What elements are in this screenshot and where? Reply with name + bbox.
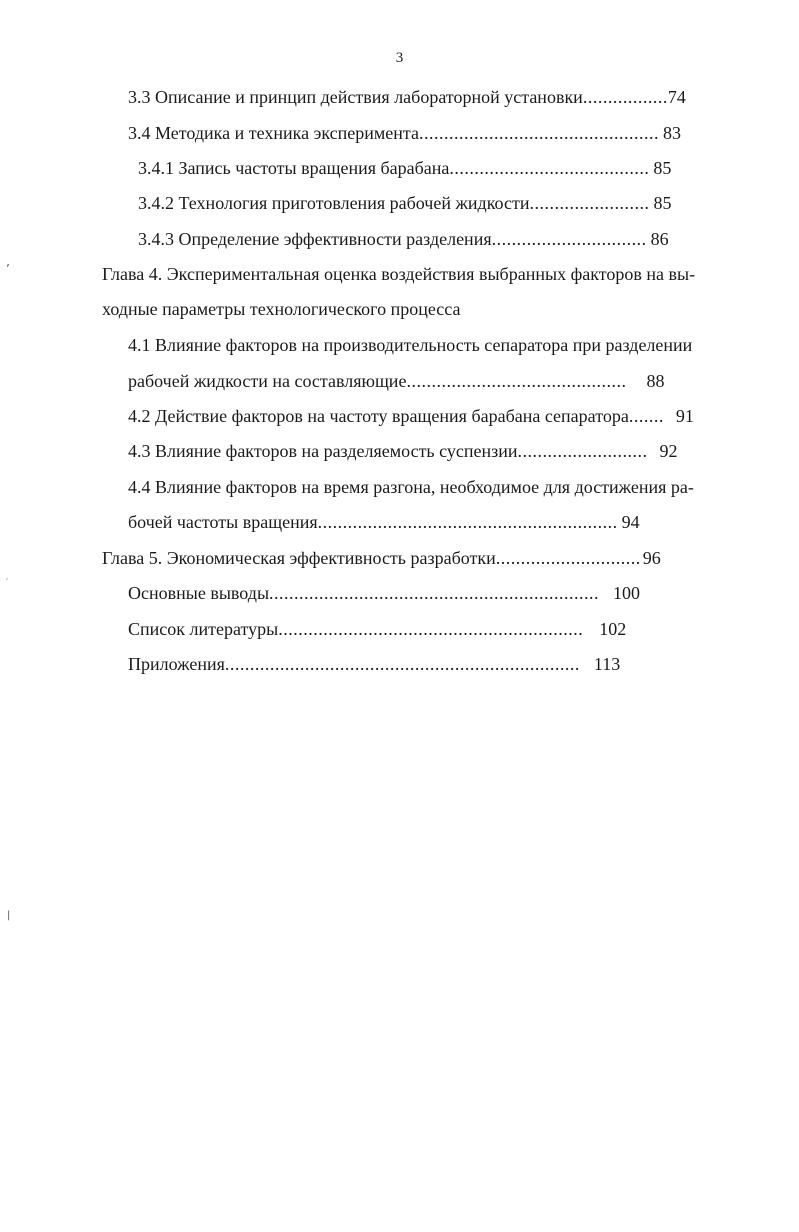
toc-entry-leader: ................................................ bbox=[418, 123, 659, 143]
toc-entry bbox=[128, 582, 640, 604]
toc-entry-page: 96 bbox=[642, 548, 661, 568]
toc-entry-title: 3.4.2 Технология приготовления рабочей жидкости bbox=[138, 193, 530, 213]
toc-entry bbox=[128, 370, 664, 392]
toc-entry-leader: ............................................................ bbox=[317, 512, 618, 532]
toc-entry-leader: ............................... bbox=[491, 229, 647, 249]
toc-entry-title: 4.3 Влияние факторов на разделяемость суспензии bbox=[128, 441, 518, 461]
toc-entry-page: 92 bbox=[659, 441, 678, 461]
toc-entry bbox=[138, 192, 671, 214]
toc-entry-title: 4.1 Влияние факторов на производительность сепаратора при разделении bbox=[128, 335, 693, 355]
toc-entry-leader: ................. bbox=[582, 87, 668, 107]
toc-entry-leader: ............................. bbox=[495, 548, 641, 568]
toc-entry-title: 4.4 Влияние факторов на время разгона, необходимое для достижения ра- bbox=[128, 477, 694, 497]
toc-entry-page: 94 bbox=[621, 512, 640, 532]
toc-entry-title: Глава 5. Экономическая эффективность разработки bbox=[102, 548, 496, 568]
toc-entry-title: 3.4.3 Определение эффективности разделения bbox=[138, 229, 492, 249]
toc-entry-leader: .......................... bbox=[517, 441, 648, 461]
toc-entry-page: 83 bbox=[662, 123, 681, 143]
toc-entry-page: 86 bbox=[650, 229, 669, 249]
toc-entry bbox=[138, 157, 671, 179]
toc-entry-title: 3.3 Описание и принцип действия лабораторной установки bbox=[128, 87, 583, 107]
toc-entry-leader: .................................................................. bbox=[269, 583, 600, 603]
toc-entry bbox=[102, 298, 461, 320]
toc-entry-leader: ............................................................. bbox=[278, 619, 584, 639]
scan-mark: | bbox=[7, 910, 11, 921]
toc-entry-title: 4.2 Действие факторов на частоту вращения барабана сепаратора bbox=[128, 406, 629, 426]
toc-entry-leader: ........................................ bbox=[449, 158, 650, 178]
toc-entry-title: 3.4 Методика и техника эксперимента bbox=[128, 123, 419, 143]
toc-entry-title: Основные выводы bbox=[128, 583, 270, 603]
toc-entry-page: 74 bbox=[667, 87, 686, 107]
toc-entry bbox=[102, 263, 695, 285]
toc-entry-page: 85 bbox=[653, 193, 672, 213]
toc-entry-page: 113 bbox=[593, 654, 621, 674]
toc-entry bbox=[128, 618, 626, 640]
toc-entry bbox=[128, 405, 694, 427]
toc-entry bbox=[128, 122, 681, 144]
toc-entry-leader: ....................................................................... bbox=[224, 654, 580, 674]
toc-entry-title: рабочей жидкости на составляющие bbox=[128, 371, 407, 391]
toc-entry-leader: ........................ bbox=[529, 193, 650, 213]
toc-entry bbox=[128, 440, 678, 462]
toc-entry bbox=[128, 476, 694, 498]
toc-entry-title: Список литературы bbox=[128, 619, 279, 639]
scan-mark: ’ bbox=[6, 262, 10, 276]
toc-entry-title: бочей частоты вращения bbox=[128, 512, 318, 532]
toc-entry-page: 102 bbox=[599, 619, 627, 639]
toc-entry-page: 85 bbox=[653, 158, 672, 178]
toc-entry bbox=[128, 86, 686, 108]
toc-entry-page: 100 bbox=[613, 583, 641, 603]
toc-entry-leader: ............................................ bbox=[406, 371, 627, 391]
toc-entry bbox=[128, 334, 692, 356]
toc-entry-leader: ....... bbox=[628, 406, 664, 426]
page-number: 3 bbox=[395, 50, 404, 66]
toc-entry bbox=[128, 653, 620, 675]
toc-entry-title: Глава 4. Экспериментальная оценка воздействия выбранных факторов на вы- bbox=[102, 264, 696, 284]
toc-entry-title: Приложения bbox=[128, 654, 225, 674]
toc-entry-page: 91 bbox=[675, 406, 694, 426]
toc-entry bbox=[102, 547, 661, 569]
toc-entry-title: ходные параметры технологического процесса bbox=[102, 299, 461, 319]
toc-entry bbox=[128, 511, 640, 533]
scan-mark: ′ bbox=[6, 578, 9, 588]
toc-entry-page: 88 bbox=[646, 371, 665, 391]
toc-entry-title: 3.4.1 Запись частоты вращения барабана bbox=[138, 158, 450, 178]
toc-entry bbox=[138, 228, 669, 250]
